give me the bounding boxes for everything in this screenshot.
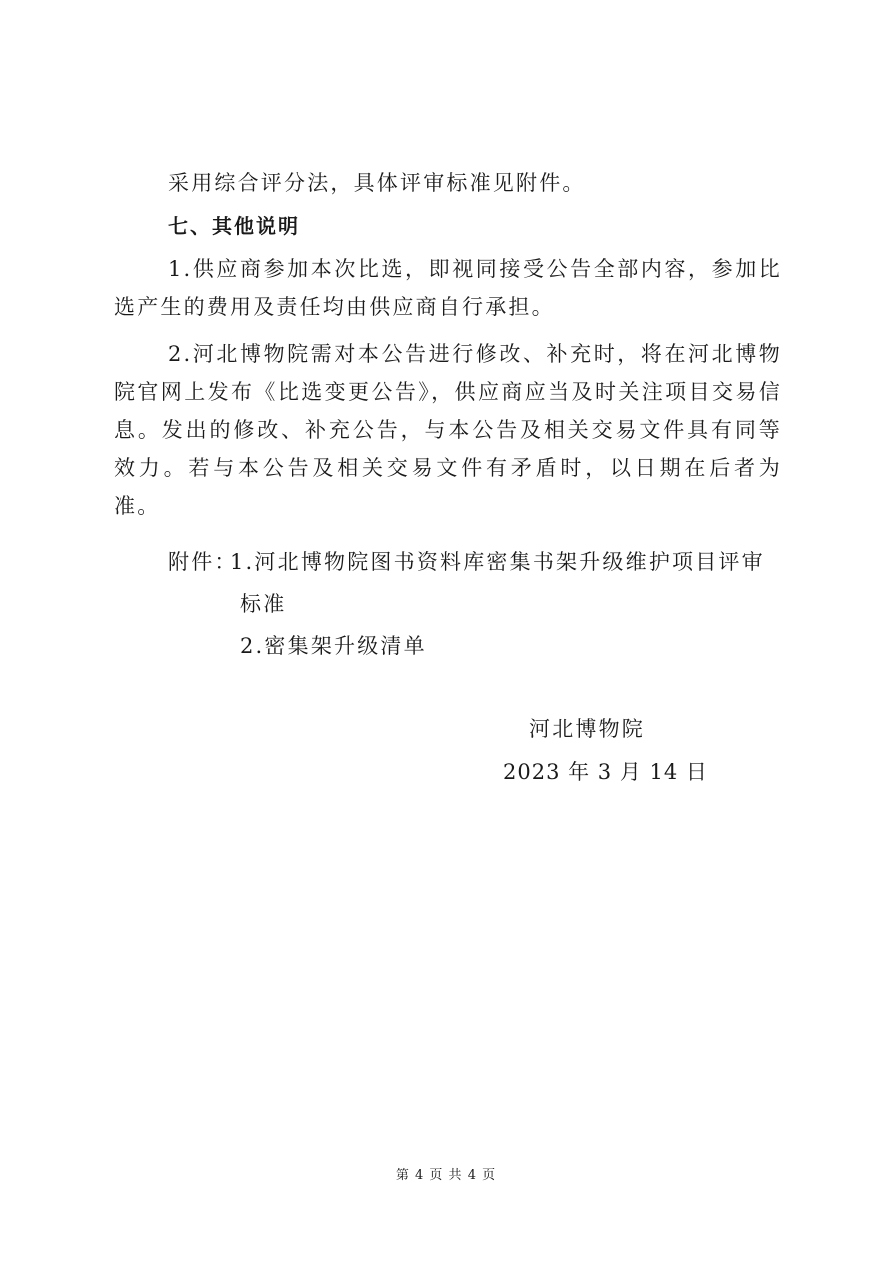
section-heading-other-notes: 七、其他说明 [168,214,300,238]
attachment-item-1: 1.河北博物院图书资料库密集书架升级维护项目评审 [230,550,765,574]
note-item-2: 2.河北博物院需对本公告进行修改、补充时，将在河北博物院官网上发布《比选变更公告》，供应商应当及时关注项目交易信息。发出的修改、补充公告，与本公告及相关交易文件具有同等效力。若与本公告及相关交易文件有矛盾时，以日期在后者为准。 [114,342,782,518]
page-number-footer: 第 4 页 共 4 页 [395,1168,497,1183]
signature-organization: 河北博物院 [529,717,645,741]
attachment-item-2: 2.密集架升级清单 [240,634,427,658]
attachments-label: 附件： [168,550,238,574]
signature-date: 2023 年 3 月 14 日 [503,760,708,784]
note-item-1: 1.供应商参加本次比选，即视同接受公告全部内容，参加比选产生的费用及责任均由供应商自行承担。 [114,257,782,319]
scoring-method-text: 采用综合评分法，具体评审标准见附件。 [168,171,586,195]
attachment-item-1-continued: 标准 [240,592,287,616]
